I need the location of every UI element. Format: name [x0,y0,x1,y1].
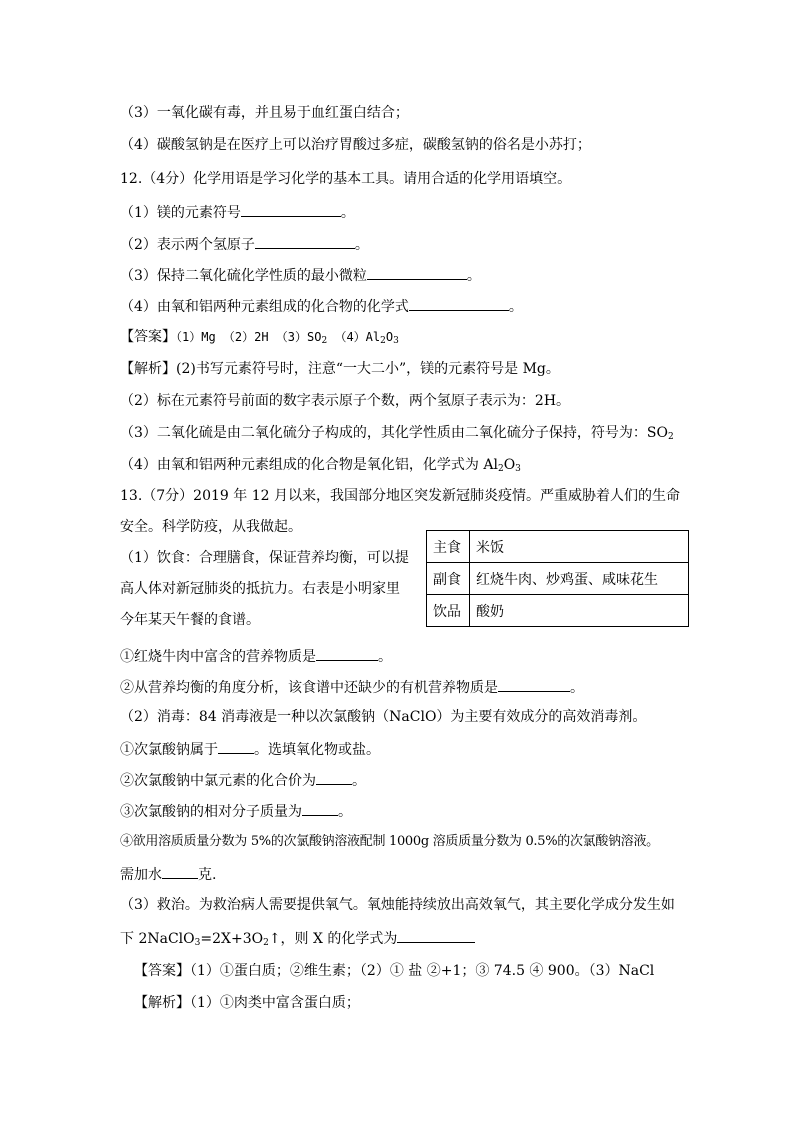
answer-blank[interactable] [255,234,355,249]
prompt-end: 克. [198,867,217,883]
question-12-part-4 [120,296,523,316]
question-12-part-1 [120,202,355,222]
answer-blank[interactable] [397,928,475,943]
prompt-end: 。 [338,804,352,820]
explanation-text: （3）二氧化硫是由二氧化硫分子构成的，其化学性质由二氧化硫分子保持，符号为：SO [120,425,668,441]
question-13-1-i [120,646,392,666]
equation-text: =2X+3O [200,931,264,947]
subscript: 2 [667,432,674,442]
question-12-heading: 12.（4分）化学用语是学习化学的基本工具。请用合适的化学用语填空。 [120,171,572,187]
prompt-text: ③次氯酸钠的相对分子质量为 [120,804,302,820]
prompt-text: ②次氯酸钠中氯元素的化合价为 [120,773,316,789]
prompt-text: （3）保持二氧化硫化学性质的最小微粒 [120,268,367,284]
question-13-2-i [120,739,380,759]
question-13-heading-cont: 安全。科学防疫，从我做起。 [120,519,302,535]
prompt-text: （2）表示两个氢原子 [120,237,255,253]
question-13-2-iii [120,801,352,821]
answer-blank[interactable] [302,801,338,816]
text-line: （4）碳酸氢钠是在医疗上可以治疗胃酸过多症，碳酸氢钠的俗名是小苏打； [120,137,591,153]
answer-blank[interactable] [218,739,254,754]
answer-blank[interactable] [498,677,570,692]
answer-blank[interactable] [409,296,509,311]
prompt-end: 。 [508,299,523,315]
answer-text: O [385,330,394,344]
table-row [427,531,689,563]
subscript: 3 [515,464,521,474]
answer-13: 【答案】（1）①蛋白质；②维生素；（2）① 盐 ②+1；③ 74.5 ④ 900。（3）NaCl [134,963,655,979]
prompt-text: 需加水 [120,867,162,883]
question-13-part-3-cont [120,928,475,948]
answer-blank[interactable] [162,864,198,879]
table-cell-item: 红烧牛肉、炒鸡蛋、咸味花生 [470,563,689,595]
subscript: 2 [263,938,269,948]
question-13-part-1-line: 高人体对新冠肺炎的抵抗力。右表是小明家里 [120,581,400,597]
prompt-end: 。 [352,773,366,789]
explanation-text: O [503,457,516,473]
subscript: 2 [380,336,386,346]
answer-12 [120,328,399,346]
text-line: （3）一氧化碳有毒，并且易于血红蛋白结合； [120,105,409,121]
explanation-line: 【解析】(2)书写元素符号时，注意“一大二小”，镁的元素符号是 Mg。 [120,361,560,377]
answer-text: （4）Al [327,330,381,344]
prompt-end: 。 [466,268,481,284]
table-row [427,563,689,595]
table-cell-item: 酸奶 [470,595,689,627]
question-13-part-3: （3）救治。为救治病人需要提供氧气。氧烛能持续放出高效氧气，其主要化学成分发生如 [120,897,675,913]
prompt-end: 。 [354,237,369,253]
question-13-part-1-line: 今年某天午餐的食谱。 [120,612,260,628]
question-12-part-2 [120,234,369,254]
question-13-heading: 13.（7分）2019 年 12 月以来，我国部分地区突发新冠肺炎疫情。严重威胁着人们的生命 [120,488,680,504]
prompt-end: 。 [378,649,392,665]
explanation-line [120,456,521,474]
prompt-text: ①红烧牛肉中富含的营养物质是 [120,649,316,665]
table-cell-category: 副食 [427,563,470,595]
prompt-text: （4）由氧和铝两种元素组成的化合物的化学式 [120,299,409,315]
subscript: 3 [194,938,201,948]
answer-blank[interactable] [367,265,467,280]
prompt-end: 。 [570,680,584,696]
prompt-text: ①次氯酸钠属于 [120,742,218,758]
equation-text: ↑，则 X 的化学式为 [268,931,398,947]
explanation-line: （2）标在元素符号前面的数字表示原子个数，两个氢原子表示为：2H。 [120,393,571,409]
answer-label: 【答案】 [120,329,176,345]
question-13-2-iv-cont [120,864,216,884]
answer-blank[interactable] [316,770,352,785]
question-13-2-iv: ④欲用溶质质量分数为 5%的次氯酸钠溶液配制 1000g 溶质质量分数为 0.5%的次氯酸钠溶液。 [120,834,659,849]
subscript: 3 [393,336,399,346]
table-cell-item: 米饭 [470,531,689,563]
explanation-line [120,424,674,442]
table-cell-category: 主食 [427,531,470,563]
question-12-part-3 [120,265,481,285]
answer-blank[interactable] [316,646,378,661]
equation-text: 下 2NaClO [120,931,195,947]
table-cell-category: 饮品 [427,595,470,627]
explanation-text: （4）由氧和铝两种元素组成的化合物是氧化铝，化学式为 Al [120,457,498,473]
answer-blank[interactable] [241,202,341,217]
lunch-menu-table [426,530,689,627]
prompt-end: 。选填氧化物或盐。 [254,742,380,758]
subscript: 2 [321,336,328,346]
answer-text: （1）Mg （2）2H （3）SO [176,330,322,344]
subscript: 2 [497,464,504,474]
table-row [427,595,689,627]
question-13-part-2: （2）消毒：84 消毒液是一种以次氯酸钠（NaClO）为主要有效成分的高效消毒剂。 [120,709,647,725]
question-13-1-ii [120,677,584,697]
question-13-2-ii [120,770,366,790]
question-13-part-1-line: （1）饮食：合理膳食，保证营养均衡，可以提 [120,550,409,566]
prompt-text: ②从营养均衡的角度分析，该食谱中还缺少的有机营养物质是 [120,680,498,696]
prompt-end: 。 [340,205,355,221]
explanation-13: 【解析】（1）①肉类中富含蛋白质； [134,995,360,1011]
prompt-text: （1）镁的元素符号 [120,205,241,221]
